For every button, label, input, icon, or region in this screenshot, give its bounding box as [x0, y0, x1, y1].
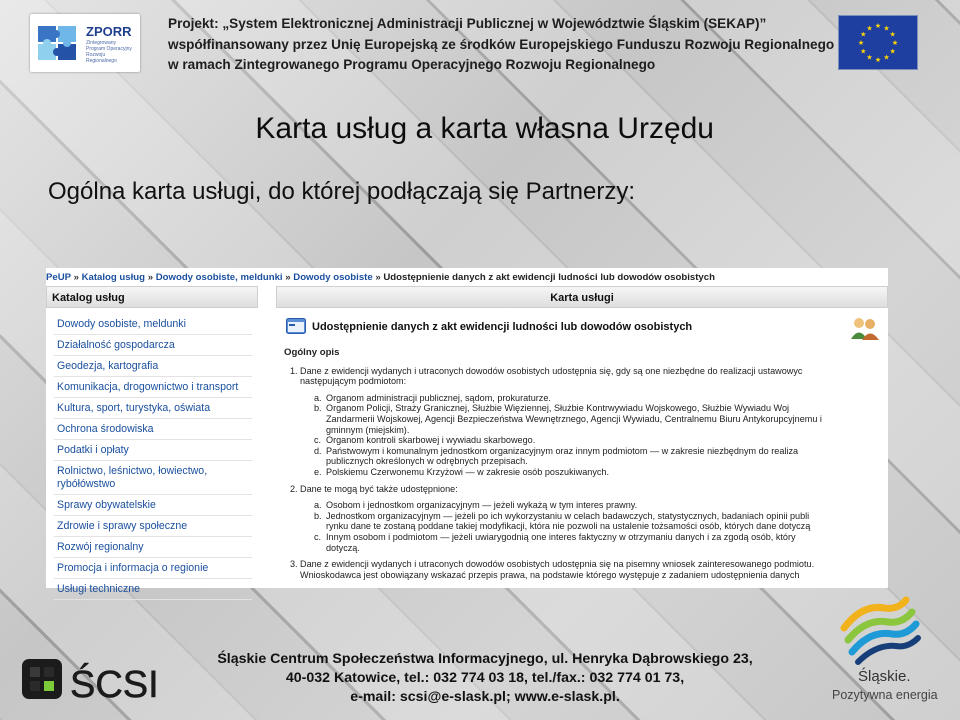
description-subpoint — [284, 403, 888, 435]
eu-star-icon: ★ — [889, 31, 896, 39]
footer-email-line: e-mail: scsi@e-slask.pl; www.e-slask.pl. — [350, 689, 620, 705]
sidebar-item-podatki[interactable]: Podatki i opłaty — [54, 442, 252, 461]
zporr-puzzle-icon — [36, 22, 82, 64]
description-point — [284, 559, 888, 580]
service-title: Udostępnienie danych z akt ewidencji ludności lub dowodów osobistych — [312, 321, 693, 333]
footer-phone-line: 40-032 Katowice, tel.: 032 774 03 18, tel./fax.: 032 774 01 73, — [285, 670, 685, 686]
description-subpoint — [284, 446, 888, 467]
service-card — [276, 286, 888, 588]
point-text: Wnioskodawca jest obowiązany wskazać przepis prawa, na podstawie którego występuje z zadaniem udostępnienia danych — [300, 569, 800, 580]
description-subpoint — [284, 435, 888, 446]
slaskie-waves-icon — [832, 598, 932, 666]
subpoint-letter: c. — [314, 531, 322, 542]
eu-star-icon: ★ — [889, 48, 896, 56]
breadcrumb-item-peup[interactable]: PeUP — [46, 272, 71, 283]
project-banner — [0, 0, 960, 78]
sidebar-item-dowody[interactable]: Dowody osobiste, meldunki — [54, 316, 252, 335]
eu-star-icon: ★ — [891, 40, 899, 47]
eu-star-icon: ★ — [874, 23, 882, 30]
sidebar-item-geodezja[interactable]: Geodezja, kartografia — [54, 358, 252, 377]
point-text: Dane z ewidencji wydanych i utraconych dowodów osobistych udostępnia się, gdy są one niezbędne do realizacji ustawowyc — [300, 365, 803, 376]
description-subpoint — [284, 467, 888, 478]
description-subpoint — [284, 532, 888, 553]
subpoint-letter: b. — [314, 403, 322, 414]
project-line-1: Projekt: „System Elektronicznej Administracji Publicznej w Województwie Śląskim (SEKAP)” — [168, 16, 767, 31]
breadcrumb-separator: » — [147, 272, 154, 283]
sidebar-item-rolnictwo[interactable]: Rolnictwo, leśnictwo, łowiectwo, rybółówstwo — [54, 463, 252, 495]
subpoint-text: Osobom i jednostkom organizacyjnym — jeżeli wykażą w tym interes prawny. — [326, 500, 638, 511]
project-line-2: współfinansowany przez Unię Europejską ze środków Europejskiego Funduszu Rozwoju Regionalnego — [168, 36, 835, 52]
sidebar-list — [46, 308, 258, 600]
sidebar-item-ochrona[interactable]: Ochrona środowiska — [54, 421, 252, 440]
eu-star-icon: ★ — [866, 54, 873, 62]
subpoint-text: Organom kontroli skarbowej i wywiadu skarbowego. — [326, 435, 536, 446]
breadcrumb-current: Udostępnienie danych z akt ewidencji ludności lub dowodów osobistych — [383, 272, 715, 283]
sidebar-item-kultura[interactable]: Kultura, sport, turystyka, oświata — [54, 400, 252, 419]
slide-subtitle: Ogólna karta usługi, do której podłączają się Partnerzy: — [48, 178, 635, 205]
scsi-logo-text: ŚCSI — [70, 664, 159, 706]
sidebar-title: Katalog usług — [46, 286, 258, 308]
general-description-heading: Ogólny opis — [284, 347, 340, 358]
breadcrumb-separator: » — [285, 272, 291, 283]
sidebar-item-sprawy-obywatelskie[interactable]: Sprawy obywatelskie — [54, 497, 252, 516]
breadcrumb-item-dowody-meldunki[interactable]: Dowody osobiste, meldunki — [155, 272, 283, 283]
scsi-logo — [22, 657, 192, 710]
eu-star-icon: ★ — [860, 31, 867, 39]
subpoint-text: Jednostkom organizacyjnym — jeżeli po ich wykorzystaniu w celach badawczych, statystycznych, badaniach opinii publi — [326, 510, 810, 521]
point-number: 1. — [290, 365, 298, 376]
zporr-logo — [30, 14, 140, 72]
sidebar-item-zdrowie[interactable]: Zdrowie i sprawy społeczne — [54, 518, 252, 537]
point-text: Dane te mogą być także udostępnione: — [300, 483, 458, 494]
zporr-title: ZPORR — [86, 24, 132, 39]
slaskie-logo — [832, 598, 942, 710]
zporr-subtitle: Zintegrowany Program Operacyjny Rozwoju Regionalnego — [86, 40, 132, 64]
point-number: 2. — [290, 483, 298, 494]
subpoint-letter: d. — [314, 445, 322, 456]
footer-address-line: Śląskie Centrum Społeczeństwa Informacyjnego, ul. Henryka Dąbrowskiego 23, — [217, 651, 753, 667]
description-point — [284, 484, 888, 495]
subpoint-text: Zandarmerii Wojskowej, Agencji Bezpieczeństwa Wewnętrznego, Agencji Wywiadu, Centralnemu Biuru Antykorupcyjnemu i — [326, 413, 822, 424]
scsi-logo-graphic — [22, 657, 192, 705]
eu-star-icon: ★ — [866, 25, 873, 33]
breadcrumb — [46, 268, 888, 286]
general-description — [284, 348, 888, 580]
subpoint-text: publicznych określonych w odrębnych przepisach. — [326, 456, 528, 467]
description-point — [284, 366, 888, 387]
subpoint-text: gminnym (miejskim). — [326, 424, 410, 435]
subpoint-text: rynku dane te zostaną poddane takiej modyfikacji, która nie pozwoli na ustalenie tożsamości osób, których dane dotyczą — [326, 521, 811, 532]
eu-star-icon: ★ — [874, 57, 882, 64]
breadcrumb-item-katalog[interactable]: Katalog usług — [81, 272, 146, 283]
sidebar-item-rozwoj[interactable]: Rozwój regionalny — [54, 539, 252, 558]
slide-title: Karta usług a karta własna Urzędu — [255, 112, 714, 145]
point-text: Dane z ewidencji wydanych i utraconych dowodów osobistych udostępnia się na pisemny wniosek zainteresowanego podmiotu. — [300, 559, 815, 570]
project-description — [168, 14, 835, 76]
people-icon — [850, 316, 880, 340]
service-catalog-sidebar — [46, 286, 258, 595]
footer-contact — [200, 650, 770, 707]
eu-star-icon: ★ — [883, 25, 890, 33]
breadcrumb-separator: » — [375, 272, 381, 283]
project-line-3: w ramach Zintegrowanego Programu Operacyjnego Rozwoju Regionalnego — [168, 57, 656, 72]
subpoint-letter: e. — [314, 466, 322, 477]
subpoint-text: Państwowym i komunalnym jednostkom organizacyjnym oraz innym podmiotom — w zakresie niezbędnym do realiza — [326, 445, 799, 456]
sidebar-item-promocja[interactable]: Promocja i informacja o regionie — [54, 560, 252, 579]
description-subpoint — [284, 511, 888, 532]
subpoint-letter: c. — [314, 435, 322, 446]
service-title-row — [276, 314, 888, 344]
description-subpoint — [284, 393, 888, 404]
eu-star-icon: ★ — [860, 48, 867, 56]
breadcrumb-item-dowody[interactable]: Dowody osobiste — [293, 272, 373, 283]
eu-star-icon: ★ — [857, 40, 865, 47]
subpoint-text: Innym osobom i podmiotom — jeżeli uwiarygodnią one interes faktyczny w otrzymaniu danych i za zgodą osób, który — [326, 531, 796, 542]
description-subpoint — [284, 500, 888, 511]
slaskie-name: Śląskie. — [858, 668, 911, 685]
subpoint-letter: b. — [314, 510, 322, 521]
subpoint-text: Organom Policji, Straży Granicznej, Służbie Więziennej, Służbie Kontrwywiadu Wojskowego, Służbie Wywiadu Woj — [326, 403, 790, 414]
subpoint-letter: a. — [314, 500, 322, 511]
window-icon — [286, 318, 306, 334]
sidebar-item-dzialalnosc[interactable]: Działalność gospodarcza — [54, 337, 252, 356]
point-text: następującym podmiotom: — [300, 376, 407, 387]
subpoint-letter: a. — [314, 392, 322, 403]
breadcrumb-separator: » — [73, 272, 79, 283]
eu-stars — [839, 16, 917, 69]
subpoint-text: dotyczą. — [326, 542, 360, 553]
sidebar-item-komunikacja[interactable]: Komunikacja, drogownictwo i transport — [54, 379, 252, 398]
subpoint-text: Organom administracji publicznej, sądom, prokuraturze. — [326, 392, 551, 403]
service-card-header: Karta usługi — [276, 286, 888, 308]
eu-flag-icon — [838, 15, 918, 70]
point-number: 3. — [290, 559, 298, 570]
eu-star-icon: ★ — [883, 54, 890, 62]
subpoint-text: Polskiemu Czerwonemu Krzyżowi — w zakresie osób poszukiwanych. — [326, 466, 610, 477]
sidebar-item-uslugi-techniczne[interactable]: Usługi techniczne — [54, 581, 252, 600]
portal-screenshot — [46, 268, 888, 595]
slaskie-tagline: Pozytywna energia — [832, 688, 938, 702]
